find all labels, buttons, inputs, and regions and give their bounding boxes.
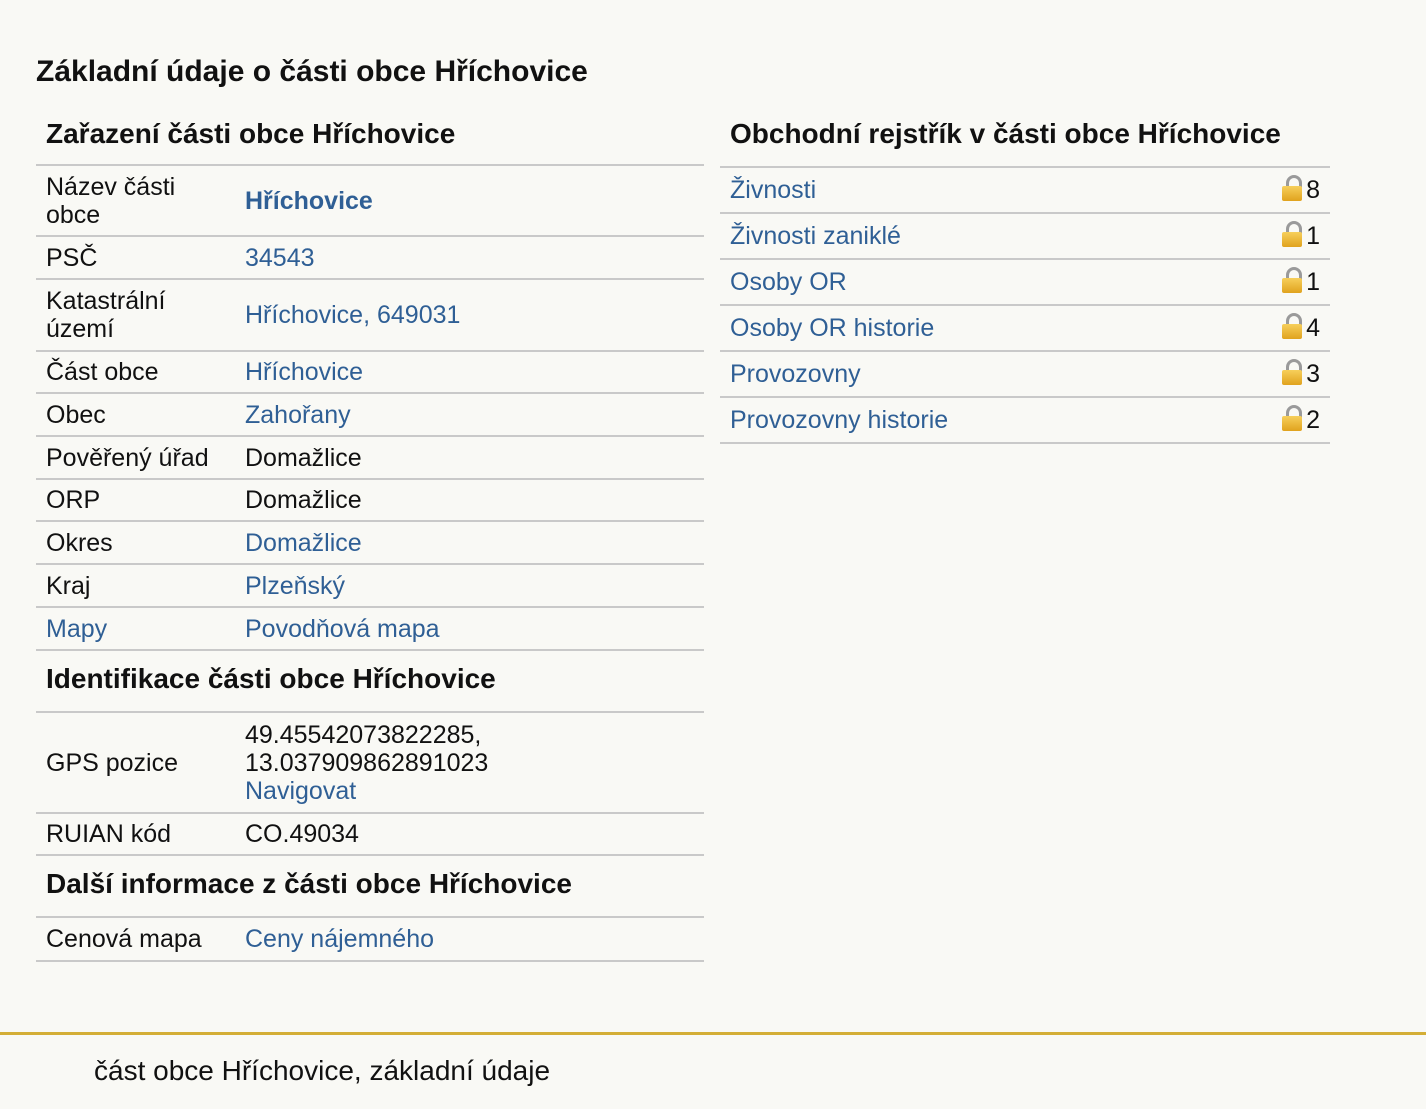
table-row	[36, 351, 704, 393]
lock-icon[interactable]	[1282, 221, 1302, 247]
section-title-dalsi: Další informace z části obce Hříchovice	[36, 856, 704, 918]
zivnosti-zanikle-link[interactable]: Živnosti zaniklé	[730, 221, 901, 250]
row-value	[235, 351, 704, 393]
section-title-rejstrik: Obchodní rejstřík v části obce Hříchovice	[720, 110, 1330, 168]
rejstrik-table	[720, 168, 1330, 444]
row-label: RUIAN kód	[36, 813, 235, 855]
row-value	[235, 236, 704, 279]
table-row	[36, 813, 704, 855]
navigate-link[interactable]: Navigovat	[245, 776, 357, 805]
psc-link[interactable]: 34543	[245, 243, 315, 272]
row-label: PSČ	[36, 236, 235, 279]
table-row	[720, 305, 1330, 351]
nazev-casti-link[interactable]: Hříchovice	[245, 186, 373, 215]
footer-text: část obce Hříchovice, základní údaje	[94, 1055, 551, 1086]
identifikace-table	[36, 713, 704, 856]
row-value: Domažlice	[235, 479, 704, 521]
right-column	[720, 110, 1330, 444]
gps-longitude: 13.037909862891023	[245, 748, 489, 777]
row-value	[235, 607, 704, 650]
dalsi-table	[36, 918, 704, 962]
count-value: 3	[1306, 360, 1320, 388]
table-row	[36, 564, 704, 607]
row-label: Obec	[36, 393, 235, 436]
row-value: Domažlice	[235, 436, 704, 479]
count-value: 8	[1306, 176, 1320, 204]
row-label: Cenová mapa	[36, 918, 235, 961]
left-column	[36, 110, 704, 962]
mapy-link[interactable]: Mapy	[46, 614, 108, 643]
row-label: Název části obce	[36, 166, 235, 236]
footer	[0, 1032, 1426, 1109]
row-value	[235, 713, 704, 813]
table-row	[720, 259, 1330, 305]
table-row	[36, 521, 704, 564]
lock-icon[interactable]	[1282, 405, 1302, 431]
row-label	[720, 397, 1250, 443]
row-value	[235, 393, 704, 436]
row-label: GPS pozice	[36, 713, 235, 813]
osoby-or-link[interactable]: Osoby OR	[730, 267, 847, 296]
table-row	[36, 279, 704, 351]
row-label	[36, 607, 235, 650]
okres-link[interactable]: Domažlice	[245, 528, 362, 557]
row-label: ORP	[36, 479, 235, 521]
row-label: Kraj	[36, 564, 235, 607]
lock-icon[interactable]	[1282, 267, 1302, 293]
row-count	[1250, 259, 1330, 305]
gps-latitude: 49.45542073822285,	[245, 720, 482, 749]
table-row	[720, 351, 1330, 397]
zivnosti-link[interactable]: Živnosti	[730, 175, 817, 204]
page-title: Základní údaje o části obce Hříchovice	[36, 55, 588, 88]
row-value	[235, 521, 704, 564]
row-label: Okres	[36, 521, 235, 564]
row-value: CO.49034	[235, 813, 704, 855]
row-label	[720, 305, 1250, 351]
row-label	[720, 351, 1250, 397]
row-label: Katastrální území	[36, 279, 235, 351]
count-value: 2	[1306, 406, 1320, 434]
table-row	[36, 713, 704, 813]
row-label	[720, 213, 1250, 259]
row-count	[1250, 168, 1330, 213]
provozovny-historie-link[interactable]: Provozovny historie	[730, 405, 949, 434]
lock-icon[interactable]	[1282, 359, 1302, 385]
row-label: Pověřený úřad	[36, 436, 235, 479]
section-title-identifikace: Identifikace části obce Hříchovice	[36, 651, 704, 713]
lock-icon[interactable]	[1282, 313, 1302, 339]
kraj-link[interactable]: Plzeňský	[245, 571, 346, 600]
table-row	[36, 607, 704, 650]
row-count	[1250, 213, 1330, 259]
row-count	[1250, 351, 1330, 397]
row-count	[1250, 305, 1330, 351]
katastralni-uzemi-link[interactable]: Hříchovice, 649031	[245, 301, 461, 329]
cast-obce-link[interactable]: Hříchovice	[245, 358, 364, 386]
povodnova-mapa-link[interactable]: Povodňová mapa	[245, 614, 440, 643]
section-title-zarazeni: Zařazení části obce Hříchovice	[36, 110, 704, 166]
row-value	[235, 564, 704, 607]
table-row	[720, 397, 1330, 443]
row-label	[720, 168, 1250, 213]
table-row	[36, 166, 704, 236]
table-row	[720, 213, 1330, 259]
table-row	[36, 918, 704, 961]
table-row	[36, 236, 704, 279]
zarazeni-table	[36, 166, 704, 651]
obec-link[interactable]: Zahořany	[245, 400, 351, 429]
row-label	[720, 259, 1250, 305]
row-label: Část obce	[36, 351, 235, 393]
row-value	[235, 279, 704, 351]
table-row	[36, 393, 704, 436]
row-value	[235, 918, 704, 961]
table-row	[36, 479, 704, 521]
provozovny-link[interactable]: Provozovny	[730, 359, 861, 388]
row-count	[1250, 397, 1330, 443]
count-value: 1	[1306, 268, 1320, 296]
table-row	[720, 168, 1330, 213]
lock-icon[interactable]	[1282, 175, 1302, 201]
table-row	[36, 436, 704, 479]
ceny-najemneho-link[interactable]: Ceny nájemného	[245, 925, 435, 953]
count-value: 1	[1306, 222, 1320, 250]
count-value: 4	[1306, 314, 1320, 342]
osoby-or-historie-link[interactable]: Osoby OR historie	[730, 313, 935, 342]
row-value	[235, 166, 704, 236]
